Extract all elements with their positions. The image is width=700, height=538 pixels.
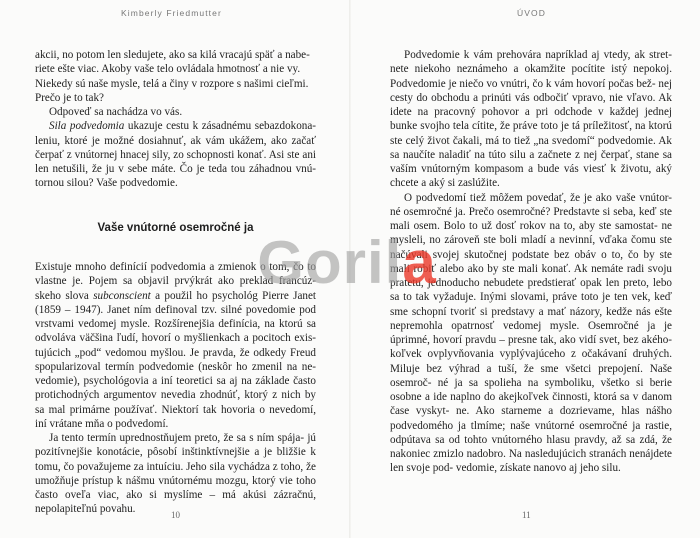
book-title-emphasis: Sila podvedomia xyxy=(49,120,125,133)
watermark-accent: a xyxy=(402,228,437,296)
right-page xyxy=(350,0,700,538)
definitions-paragraph xyxy=(35,260,316,431)
sila-paragraph xyxy=(35,119,316,190)
eight-year-old-paragraph: O podvedomí tiež môžem povedať, že je ako vaše vnútor- né osemročné ja. Prečo osemročné? Predstavte si seba, keď ste mali osem. Bolo to už dosť rokov na to, aby ste samostat- ne mysleli, no zároveň ste boli mladí a nevinní, vďaka čomu ste načúvali svojej skutočnej podstate bez obáv o to, čo by ste mali robiť alebo ako by ste mali konať. Ak nemáte radi svoju pratetu, jednoducho nebudete predstierať opak len preto, lebo sa to tak vyžaduje. Inými slovami, práve toto je ten vek, keď sme schopní tvoriť si predstavy a mať názory, kedže nás ešte nepremohla opatrnosť vedomej mysle. Osemročné ja je úprimné, hovorí pravdu – presne tak, ako vidí svet, bez akého- koľvek ovplyvňovania vyplývajúceho z očakávaní druhých. Miluje bez výhrad a tuší, že sme všetci prepojení. Naše osemroč- né ja sa spolieha na symboliku, všetko si berie osobne a ide naplno do akejkoľvek činnosti, ktorá sa v danom čase vyskyt- ne. Ako starneme a dozrievame, hlas nášho podvedomého ja tlmíme; naše vnútorné osemročné ja rastie, odpútava sa od tohto vnútorného hlasu pravdy, až sa zdá, že nakoniec zmizlo nadobro. Na nasledujúcich stranách nenájdete len svoje pod- vedomie, získate nanovo aj jeho silu. xyxy=(390,191,672,475)
left-body-top xyxy=(35,48,316,191)
intro-line: Prečo je to tak? xyxy=(35,91,104,104)
intro-line: riete ešte viac. Akoby vaše telo ovládala hmotnosť a nie vy. xyxy=(35,63,301,76)
right-body xyxy=(390,48,672,476)
definitions-text-b: a použil ho psychológ Pierre Janet (1859 – 1947). Janet ním definoval tzv. silné povedomie pod vrstvami vedomej mysle. Rozšírenejšia definícia, na ktorú sa odvoláva väčšina ľudí, hovorí o myšlienkach a pocitoch exis- tujúcich „pod“ vedomou myšlou. Je pravda, že odkedy Freud spopularizoval termín podvedomie (neskôr ho zmenil na ne- vedomie), psychológovia a iní teoretici sa aj na základe často protichodných argumentov nevedia zhodnúť, ktorý z nich by sa mal primárne používať. Niektorí tak hovoria o nevedomí, iní vrátane mňa o podvedomí. xyxy=(35,289,316,430)
running-head-chapter: ÚVOD xyxy=(517,8,546,18)
sila-paragraph-text: ukazuje cestu k zásadnému sebazdokona- leniu, ktoré je možné dosiahnuť, ak vám ukážem, ako začať čerpať z vnútornej hnacej sily, zo schopnosti konať. Asi ste ani len netušili, že ju v sebe máte. Čo je teda tou záhadnou vnú- tornou silou? Vaše podvedomie. xyxy=(35,120,317,190)
subconscient-emphasis: subconscient xyxy=(93,289,151,302)
definitions-text-a: Existuje mnoho definícií podvedomia a zmienok o tom, čo to vlastne je. Pojem sa objavil prvýkrát ako preklad francúz- skeho slova xyxy=(35,261,316,302)
term-preference-paragraph: Ja tento termín uprednostňujem preto, že sa s ním spája- jú pozitívnejšie konotácie, pôsobí inštinktívnejšie a je bližšie k tomu, čo považujeme za intuíciu. Jeho sila vychádza z toho, že umožňuje prístup k nášmu vnútornému mozgu, ktorý vie toho často oveľa viac, ako si myslíme – má akúsi zázračnú, nepolapiteľnú povahu. xyxy=(35,432,316,516)
subconscious-paragraph: Podvedomie k vám prehovára napríklad aj vtedy, ak stret- nete niekoho neznámeho a okamžite pocítite istý nepokoj. Podvedomie je niečo vo vnútri, čo k vám hovorí počas bež- nej cesty do obchodu a prinúti vás odbočiť vpravo, nie vľavo. Ak idete na pracovný pohovor a pri odchode v každej jednej bunke svojho tela cítite, že práve toto je tá príležitosť, na ktorú ste celý život čakali, má to tiež „na svedomí“ podvedomie. Ak sa naučíte naladiť na túto silu a začnete z nej čerpať, stane sa vaším vnútorným kompasom a bude vás viesť k životu, aký chcete a aký si zaslúžite. xyxy=(390,49,672,190)
watermark-text: Goril xyxy=(257,228,403,296)
running-head-author: Kimberly Friedmutter xyxy=(121,8,222,18)
intro-line: Niekedy sú naše mysle, telá a činy v rozpore s našimi cieľmi. xyxy=(35,77,309,90)
left-body-bottom xyxy=(35,260,316,517)
answer-paragraph: Odpoveď sa nachádza vo vás. xyxy=(49,106,183,118)
intro-line: akcii, no potom len sledujete, ako sa kilá vracajú späť a nabe- xyxy=(35,49,310,61)
section-heading: Vaše vnútorné osemročné ja xyxy=(97,222,254,234)
page-number-right: 11 xyxy=(522,510,531,520)
page-number-left: 10 xyxy=(171,510,180,520)
